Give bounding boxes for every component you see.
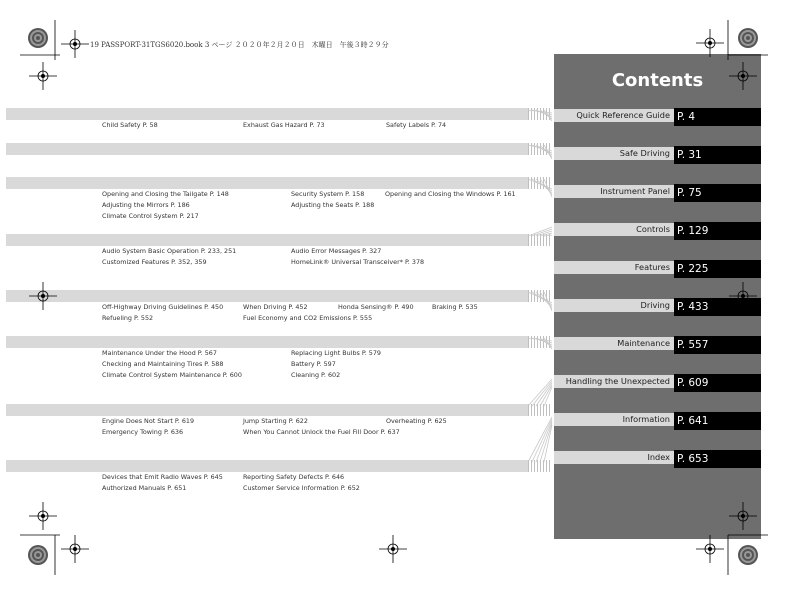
- tab-label[interactable]: Handling the Unexpected: [554, 375, 674, 388]
- tab-label[interactable]: Maintenance: [554, 337, 674, 350]
- tab-page-number[interactable]: P. 129: [674, 222, 761, 240]
- contents-entry-link[interactable]: Jump Starting P. 622: [243, 417, 308, 425]
- tab-label[interactable]: Safe Driving: [554, 147, 674, 160]
- color-rose-icon: [28, 545, 48, 565]
- contents-entry-link[interactable]: Reporting Safety Defects P. 646: [243, 473, 345, 481]
- color-rose-icon: [738, 545, 758, 565]
- crosshair-icon: [696, 29, 724, 57]
- tab-page-number[interactable]: P. 557: [674, 336, 761, 354]
- connector-line: [544, 235, 552, 236]
- contents-entry-link[interactable]: Customized Features P. 352, 359: [102, 258, 207, 266]
- contents-entry-link[interactable]: Cleaning P. 602: [291, 371, 341, 379]
- contents-entry-link[interactable]: Overheating P. 625: [386, 417, 447, 425]
- contents-entry-link[interactable]: Off-Highway Driving Guidelines P. 450: [102, 303, 224, 311]
- contents-entry-link[interactable]: Customer Service Information P. 652: [243, 484, 360, 492]
- contents-entry-link[interactable]: Audio Error Messages P. 327: [291, 247, 382, 255]
- crosshair-icon: [379, 535, 407, 563]
- tab-label[interactable]: Instrument Panel: [554, 185, 674, 198]
- contents-entry-link[interactable]: Security System P. 158: [291, 190, 365, 198]
- connector-line: [536, 110, 552, 117]
- connector-line: [544, 110, 552, 121]
- connector-line: [532, 179, 552, 191]
- tab-label[interactable]: Driving: [554, 299, 674, 312]
- contents-entry-link[interactable]: Exhaust Gas Hazard P. 73: [243, 121, 325, 129]
- contents-entry-link[interactable]: When Driving P. 452: [243, 303, 308, 311]
- contents-entry-link[interactable]: Maintenance Under the Hood P. 567: [102, 349, 217, 357]
- connector-line: [544, 338, 552, 349]
- tab-page-number[interactable]: P. 225: [674, 260, 761, 278]
- tab-page-number[interactable]: P. 609: [674, 374, 761, 392]
- tab-page-number[interactable]: P. 75: [674, 184, 761, 202]
- tab-page-number[interactable]: P. 653: [674, 450, 761, 468]
- contents-entry-link[interactable]: Opening and Closing the Windows P. 161: [385, 190, 516, 198]
- contents-entry-link[interactable]: Climate Control System Maintenance P. 600: [102, 371, 242, 379]
- crosshair-icon: [61, 30, 89, 58]
- contents-entry-link[interactable]: Authorized Manuals P. 651: [102, 484, 187, 492]
- connector-line: [544, 179, 552, 197]
- book-header: 19 PASSPORT-31TGS6020.book 3 ページ ２０２０年２月２０日 木曜日 午後３時２９分: [90, 41, 389, 49]
- tab-label[interactable]: Quick Reference Guide: [554, 109, 674, 122]
- crosshair-icon: [729, 62, 757, 90]
- crosshair-icon: [29, 62, 57, 90]
- tab-page-number[interactable]: P. 433: [674, 298, 761, 316]
- contents-entry-link[interactable]: Audio System Basic Operation P. 233, 251: [102, 247, 237, 255]
- crosshair-icon: [29, 282, 57, 310]
- tab-page-number[interactable]: P. 31: [674, 146, 761, 164]
- contents-entry-link[interactable]: Adjusting the Mirrors P. 186: [102, 201, 190, 209]
- tab-page-number[interactable]: P. 641: [674, 412, 761, 430]
- contents-entry-link[interactable]: Fuel Economy and CO2 Emissions P. 555: [243, 314, 373, 322]
- crosshair-icon: [29, 502, 57, 530]
- connector-line: [544, 145, 552, 159]
- contents-entry-link[interactable]: When You Cannot Unlock the Fuel Fill Door P. 637: [243, 428, 400, 436]
- connector-line: [544, 292, 552, 311]
- contents-entry-link[interactable]: Braking P. 535: [432, 303, 478, 311]
- connector-line: [528, 417, 552, 462]
- tab-page-number[interactable]: P. 4: [674, 108, 761, 126]
- contents-entry-link[interactable]: Replacing Light Bulbs P. 579: [291, 349, 381, 357]
- contents-entry-link[interactable]: Emergency Towing P. 636: [102, 428, 184, 436]
- tab-label[interactable]: Information: [554, 413, 674, 426]
- contents-entry-link[interactable]: Adjusting the Seats P. 188: [291, 201, 375, 209]
- connector-line: [532, 229, 552, 236]
- connector-line: [528, 379, 552, 406]
- crosshair-icon: [729, 502, 757, 530]
- contents-entry-link[interactable]: Engine Does Not Start P. 619: [102, 417, 195, 425]
- tab-label[interactable]: Controls: [554, 223, 674, 236]
- connector-line: [536, 421, 552, 462]
- contents-title: Contents: [611, 70, 704, 91]
- crosshair-icon: [61, 535, 89, 563]
- contents-entry-link[interactable]: Safety Labels P. 74: [386, 121, 447, 129]
- contents-entry-link[interactable]: Climate Control System P. 217: [102, 212, 199, 220]
- contents-entry-link[interactable]: Checking and Maintaining Tires P. 588: [102, 360, 224, 368]
- contents-entry-link[interactable]: Devices that Emit Radio Waves P. 645: [102, 473, 223, 481]
- tab-label[interactable]: Features: [554, 261, 674, 274]
- color-rose-icon: [738, 28, 758, 48]
- contents-entry-link[interactable]: Battery P. 597: [291, 360, 336, 368]
- crosshair-icon: [696, 535, 724, 563]
- tab-label[interactable]: Index: [554, 451, 674, 464]
- contents-entry-link[interactable]: Refueling P. 552: [102, 314, 154, 322]
- color-rose-icon: [28, 28, 48, 48]
- contents-entry-link[interactable]: HomeLink® Universal Transceiver* P. 378: [291, 258, 425, 266]
- contents-entry-link[interactable]: Honda Sensing® P. 490: [338, 303, 414, 311]
- contents-entry-link[interactable]: Opening and Closing the Tailgate P. 148: [102, 190, 229, 198]
- contents-entry-link[interactable]: Child Safety P. 58: [102, 121, 158, 129]
